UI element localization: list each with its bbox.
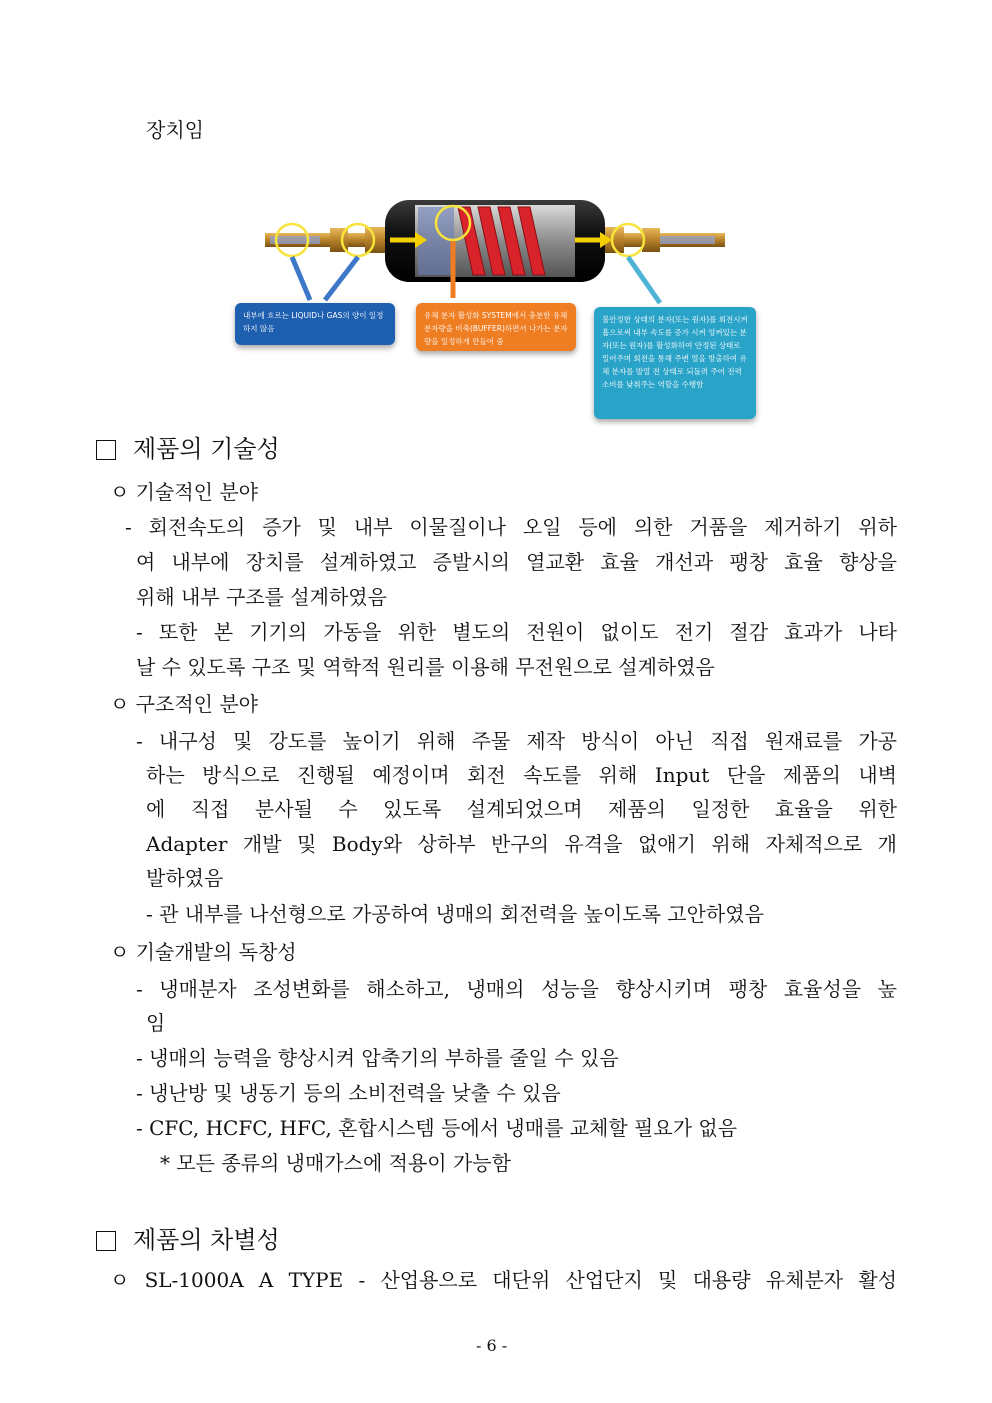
page-number: - 6 - — [476, 1336, 508, 1355]
sub2-line-1: - 내구성 및 강도를 높이기 위해 주물 제작 방식이 아닌 직접 원재료를 가공 — [136, 729, 897, 753]
device-figure — [230, 195, 760, 425]
sub1-line-3: 위해 내부 구조를 설계하였음 — [136, 585, 387, 609]
sub1-line-1: - 회전속도의 증가 및 내부 이물질이나 오일 등에 의한 거품을 제거하기 위하 — [125, 515, 897, 539]
sub1-heading: ㅇ 기술적인 분야 — [110, 480, 258, 504]
intro-line: 장치임 — [146, 118, 204, 142]
section2-title: 제품의 차별성 — [133, 1226, 280, 1254]
sub3-line-2: 임 — [146, 1011, 166, 1035]
sub2-heading: ㅇ 구조적인 분야 — [110, 692, 258, 716]
section2-line: ㅇ SL-1000A A TYPE - 산업용으로 대단위 산업단지 및 대용량 유체분자 활성 — [110, 1268, 897, 1292]
sub3-line-1: - 냉매분자 조성변화를 해소하고, 냉매의 성능을 향상시키며 팽창 효율성을 높 — [136, 977, 897, 1001]
sub3-line-5: - CFC, HCFC, HFC, 혼합시스템 등에서 냉매를 교체할 필요가 없음 — [136, 1116, 738, 1140]
sub1-line-4: - 또한 본 기기의 가동을 위한 별도의 전원이 없이도 전기 절감 효과가 나타 — [136, 620, 897, 644]
sub3-line-3: - 냉매의 능력을 향상시켜 압축기의 부하를 줄일 수 있음 — [136, 1046, 619, 1070]
sub3-note: * 모든 종류의 냉매가스에 적용이 가능함 — [160, 1151, 511, 1175]
sub1-line-5: 날 수 있도록 구조 및 역학적 원리를 이용해 무전원으로 설계하였음 — [136, 655, 715, 679]
sub2-line-4: Adapter 개발 및 Body와 상하부 반구의 유격을 없애기 위해 자체적으로 개 — [146, 832, 897, 856]
sub2-line-3: 에 직접 분사될 수 있도록 설계되었으며 제품의 일정한 효율을 위한 — [146, 797, 897, 821]
section1-title: 제품의 기술성 — [133, 435, 280, 463]
sub2-line-2: 하는 방식으로 진행될 예정이며 회전 속도를 위해 Input 단을 제품의 내벽 — [146, 763, 897, 787]
sub2-line-6: - 관 내부를 나선형으로 가공하여 냉매의 회전력을 높이도록 고안하였음 — [146, 902, 764, 926]
callout-orange: 유체 분자 활성화 SYSTEM에서 충분한 유체 분자량을 비축(BUFFER)하면서 나가는 분자량을 일정하게 만들어 줌 — [416, 303, 576, 351]
sub3-line-4: - 냉난방 및 냉동기 등의 소비전력을 낮출 수 있음 — [136, 1081, 561, 1105]
sub1-line-2: 여 내부에 장치를 설계하였고 증발시의 열교환 효율 개선과 팽창 효율 향상을 — [136, 550, 897, 574]
callout-blue: 내부에 흐르는 LIQUID나 GAS의 양이 일정하지 않음 — [235, 303, 395, 345]
section1-checkbox — [96, 440, 116, 460]
callout-cyan: 불안정한 상태의 분자(또는 원자)를 회전시켜 흡으로써 내부 속도를 증가 시켜 엉켜있는 분자(또는 원자)를 활성화하여 안정된 상태로 밀어주며 회전을 통해 주변 열을 방출하여 유체 분자를 발열 전 상태로 되돌려 주어 전력 소비를 낮춰주는 역할을 수행함 — [594, 307, 756, 419]
sub2-line-5: 발하였음 — [146, 866, 224, 890]
sub3-heading: ㅇ 기술개발의 독창성 — [110, 940, 297, 964]
section2-checkbox — [96, 1231, 116, 1251]
